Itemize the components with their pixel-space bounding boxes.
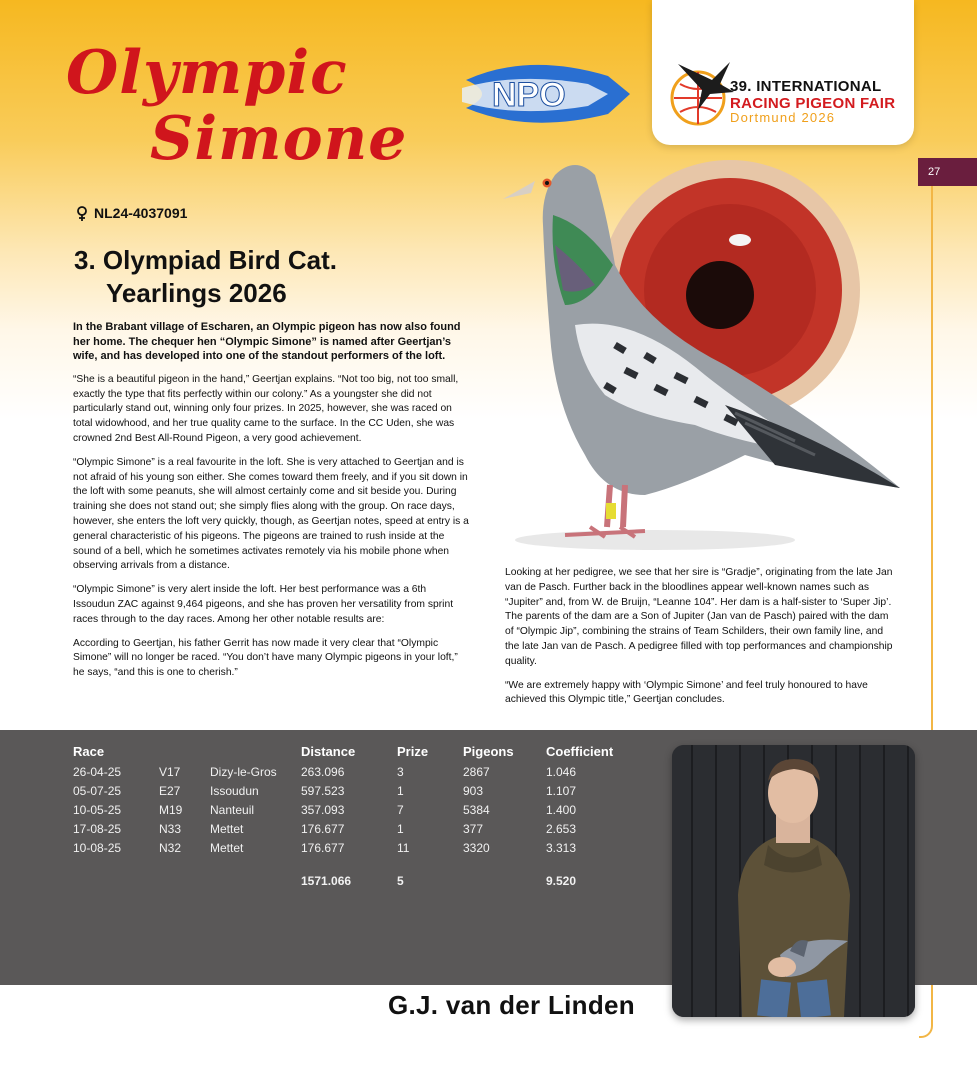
pigeon-photo bbox=[495, 155, 915, 555]
cell: 176.677 bbox=[301, 840, 345, 855]
article-right-column bbox=[505, 566, 895, 717]
cell: Mettet bbox=[210, 821, 244, 836]
cell: 26-04-25 bbox=[73, 764, 122, 779]
total-prizes: 5 bbox=[397, 873, 404, 888]
header-cell bbox=[159, 744, 210, 762]
results-table bbox=[73, 744, 636, 890]
cell: 17-08-25 bbox=[73, 821, 122, 836]
article-intro: In the Brabant village of Escharen, an Olympic pigeon has now also found her home. The chequer hen “Olympic Simone” is named after Geertjan’s wife, and has developed into one of the standout performers of the loft. bbox=[73, 321, 461, 363]
cell: 176.677 bbox=[301, 821, 345, 836]
fair-title-line-3: Dortmund 2026 bbox=[730, 110, 836, 125]
cell: 11 bbox=[397, 840, 410, 855]
article-left-column bbox=[73, 320, 469, 690]
cell: 5384 bbox=[463, 802, 490, 817]
npo-logo bbox=[458, 58, 630, 126]
cell: E27 bbox=[159, 783, 181, 798]
cell: 3 bbox=[397, 764, 404, 779]
cell: 263.096 bbox=[301, 764, 345, 779]
header-cell: Coefficient bbox=[546, 744, 614, 759]
cell: 2.653 bbox=[546, 821, 577, 836]
cell: 597.523 bbox=[301, 783, 345, 798]
table-row bbox=[73, 838, 636, 857]
cell: V17 bbox=[159, 764, 181, 779]
cell: 10-05-25 bbox=[73, 802, 122, 817]
owner-photo bbox=[672, 745, 915, 1017]
article-paragraph: “Olympic Simone” is very alert inside the loft. Her best performance was a 6th Issoudun ZAC against 9,464 pigeons, and she has proven her versatility from sprint races through to the day races. Among her other notable results are: bbox=[73, 584, 454, 625]
header-cell: Prize bbox=[397, 744, 429, 759]
female-symbol-icon bbox=[76, 206, 88, 221]
cell: N32 bbox=[159, 840, 182, 855]
article-paragraph: According to Geertjan, his father Gerrit has now made it very clear that “Olympic Simone” will no longer be raced. “You don’t have many Olympic pigeons in your loft,” he says, “and this is one to cherish.” bbox=[73, 637, 458, 679]
article-paragraph: “Olympic Simone” is a real favourite in the loft. She is very attached to Geertjan and is not afraid of his young son either. She comes toward them freely, and if you sit down in the loft with some peanuts, she will almost certainly come and sit beside you. During training she does not stand out; she simply flies along with the group. On race days, however, she enters the loft very quickly, though, as Geertjan notes, speed at entry is a general characteristic of his pigeons. The pigeons are trained to rush inside at the sound of a bell, which he sometimes activates remotely via his mobile phone when observing arrivals from a distance. bbox=[73, 456, 469, 572]
cell: 05-07-25 bbox=[73, 783, 122, 798]
cell: 1 bbox=[397, 821, 404, 836]
table-row bbox=[73, 819, 636, 838]
heading-line-2: Yearlings 2026 bbox=[106, 278, 287, 308]
fair-title-line-2: RACING PIGEON FAIR bbox=[730, 95, 896, 112]
cell: 2867 bbox=[463, 764, 490, 779]
cell: 377 bbox=[463, 821, 484, 836]
table-header-row bbox=[73, 744, 636, 762]
totals-row bbox=[73, 857, 636, 890]
cell bbox=[159, 857, 210, 890]
cell: 1.400 bbox=[546, 802, 577, 817]
cell bbox=[463, 857, 546, 890]
title-line-2: Simone bbox=[150, 104, 408, 174]
fair-logo-box bbox=[652, 0, 914, 145]
gold-frame-corner bbox=[919, 1020, 933, 1038]
heading-line-1: 3. Olympiad Bird Cat. bbox=[74, 245, 337, 275]
globe-pigeon-icon bbox=[668, 54, 736, 130]
title-line-1: Olympic bbox=[66, 38, 348, 108]
cell: Issoudun bbox=[210, 783, 259, 798]
page-number: 27 bbox=[918, 158, 977, 186]
table-row bbox=[73, 800, 636, 819]
cell bbox=[73, 857, 159, 890]
cell: 7 bbox=[397, 802, 404, 817]
total-coefficient: 9.520 bbox=[546, 873, 577, 888]
header-cell: Pigeons bbox=[463, 744, 514, 759]
table-row bbox=[73, 762, 636, 781]
fair-title-line-1: 39. INTERNATIONAL bbox=[730, 78, 882, 95]
cell: 3320 bbox=[463, 840, 490, 855]
cell: 357.093 bbox=[301, 802, 345, 817]
cell: N33 bbox=[159, 821, 182, 836]
cell: 1 bbox=[397, 783, 404, 798]
header-cell: Distance bbox=[301, 744, 356, 759]
article-paragraph: “We are extremely happy with ‘Olympic Simone’ and feel truly honoured to have achieved this Olympic title,” Geertjan concludes. bbox=[505, 679, 868, 706]
header-cell bbox=[210, 744, 301, 762]
award-heading bbox=[74, 244, 337, 310]
page-title bbox=[66, 40, 407, 172]
cell: 1.046 bbox=[546, 764, 577, 779]
cell: Nanteuil bbox=[210, 802, 255, 817]
ring-number bbox=[76, 205, 187, 221]
npo-text: NPO bbox=[492, 76, 566, 114]
ring-number-text: NL24-4037091 bbox=[94, 205, 188, 221]
cell: Dizy-le-Gros bbox=[210, 764, 277, 779]
article-paragraph: Looking at her pedigree, we see that her sire is “Gradje”, originating from the late Jan van de Pasch. Further back in the bloodlines appear well-known names such as “Jupiter” and, from W. de Bruijn, “Leanne 104”. Her dam is a half-sister to ‘Super Jip’. The parents of the dam are a Son of Jupiter (Jan van de Pasch) paired with the dam of “Olympic Jip”, combining the strains of Team Schilders, their own family line, and the late Jan van de Pasch. A pedigree filled with top performances and championship quality. bbox=[505, 567, 893, 667]
owner-portrait-image bbox=[672, 745, 915, 1017]
cell: M19 bbox=[159, 802, 183, 817]
table-row bbox=[73, 781, 636, 800]
header-cell: Race bbox=[73, 744, 105, 759]
owner-name: G.J. van der Linden bbox=[388, 990, 635, 1020]
total-distance: 1571.066 bbox=[301, 873, 352, 888]
cell: 10-08-25 bbox=[73, 840, 122, 855]
cell bbox=[210, 857, 301, 890]
cell: Mettet bbox=[210, 840, 244, 855]
cell: 3.313 bbox=[546, 840, 577, 855]
cell: 903 bbox=[463, 783, 484, 798]
article-paragraph: “She is a beautiful pigeon in the hand,” Geertjan explains. “Not too big, not too small, exactly the type that fits perfectly within our colony.” As a youngster she did not particularly stand out, winning only four prizes. In 2025, however, she was raced on total widowhood, and her true quality came to the surface. In the CC Uden, she was crowned 2nd Best All-Round Pigeon, a very good achievement. bbox=[73, 373, 459, 444]
cell: 1.107 bbox=[546, 783, 577, 798]
